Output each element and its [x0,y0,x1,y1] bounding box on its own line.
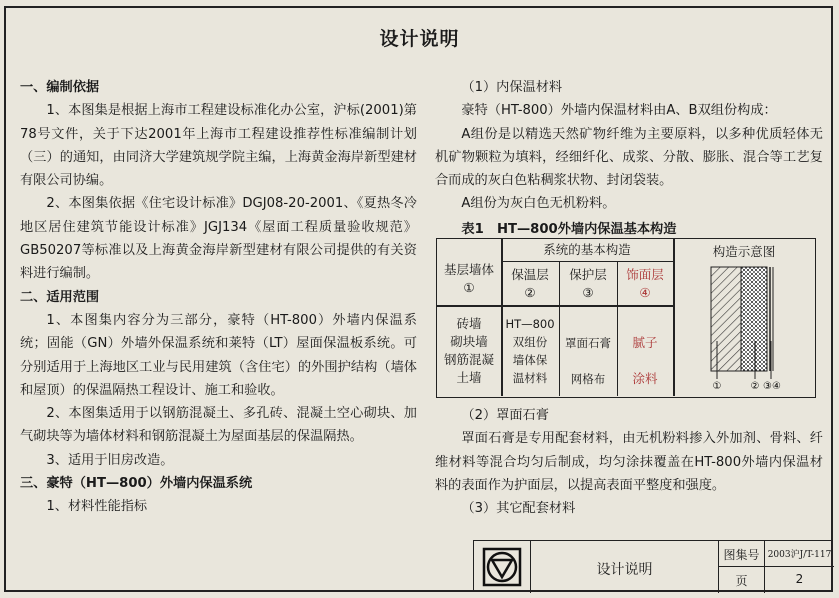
table-caption: 表1 HT—800外墙内保温基本构造 [461,221,677,237]
atlas-no: 2003沪J/T-117 [767,550,832,560]
diagram-insulation [741,267,767,371]
right-column-bottom [435,404,823,520]
page-number: 2 [795,572,804,586]
insulation-values: HT—800 双组份 墙体保 温材料 [505,317,555,385]
title-block-name: 设计说明 [596,562,653,578]
system-header: 系统的基本构造 [543,242,631,257]
section-heading: 三、豪特（HT—800）外墙内保温系统 [20,476,253,492]
paragraph: 罩面石膏是专用配套材料，由无机粉料掺入外加剂、骨料、纤维材料等混合均匀后制成，均匀涂抹覆盖在HT-800外墙内保温材料的表面作为护面层，以提高表面平整度和强度。 [435,431,823,493]
diagram-base-wall [711,267,741,371]
left-column [20,76,417,519]
page-label: 页 [735,574,748,588]
finish-layer-header: 饰面层 ④ [626,267,664,300]
diagram-marker: ② [750,381,760,392]
diagram-marker: ① [712,381,722,392]
base-wall-values: 砖墙 砌块墙 钢筋混凝 土墙 [443,316,494,385]
paragraph: A组份是以精选天然矿物纤维为主要原料，以多种优质轻体无机矿物颗粒为填料，经细纤化、成浆、分散、膨胀、混合等工艺复合而成的灰白色粘稠浆状物、封闭袋装。 [435,126,823,189]
paragraph: 2、本图集依据《住宅设计标准》DGJ08-20-2001、《夏热冬冷地区居住建筑节能设计标准》JGJ134《屋面工程质量验收规范》GB50207等标准以及上海黄金海岸新型建材有限公司提供的有关资料进行编制。 [20,196,417,282]
subsection-heading: （1）内保温材料 [461,80,563,95]
section-heading: 一、编制依据 [20,80,100,95]
protection-values: 罩面石膏 网格布 [565,336,611,386]
atlas-no-label: 图集号 [723,548,760,562]
construction-table [436,238,816,398]
diagram-marker: ③④ [763,381,781,392]
section-heading: 二、适用范围 [20,289,100,305]
subsection-heading: （2）罩面石膏 [461,408,549,423]
diagram-header: 构造示意图 [712,244,776,259]
subsection-heading: （3）其它配套材料 [461,501,576,517]
base-wall-header: 基层墙体 ① [443,262,494,295]
paragraph: 3、适用于旧房改造。 [46,452,174,468]
paragraph: 1、本图集内容分为三部分，豪特（HT-800）外墙内保温系统；固能（GN）外墙外保温系统和莱特（LT）屋面保温板系统。可分别适用于上海地区工业与民用建筑（含住宅）的外围护结构（墙体和屋顶）的保温隔热工程设计、施工和验收。 [20,312,417,398]
paragraph: A组份为灰白色无机粉料。 [461,196,616,212]
construction-diagram [675,261,815,395]
insulation-layer-header: 保温层 ② [511,267,549,300]
atlas-logo-icon [482,547,522,587]
document-title: 设计说明 [379,28,460,50]
finish-values: 腻子 涂料 [632,335,658,386]
title-block [473,540,833,592]
paragraph: 1、材料性能指标 [46,499,148,515]
right-column [435,76,823,241]
protection-layer-header: 保护层 ③ [569,267,607,300]
paragraph: 2、本图集适用于以钢筋混凝土、多孔砖、混凝土空心砌块、加气砌块等为墙体材料和钢筋混凝土为屋面基层的保温隔热。 [20,406,417,445]
paragraph: 1、本图集是根据上海市工程建设标准化办公室，沪标(2001)第78号文件，关于下达2001年上海市工程建设推荐性标准编制计划（三）的通知，由同济大学建筑规学院主编，上海黄金海岸新型建材有限公司协编。 [20,103,417,189]
paragraph: 豪特（HT-800）外墙内保温材料由A、B双组份构成： [461,103,777,119]
